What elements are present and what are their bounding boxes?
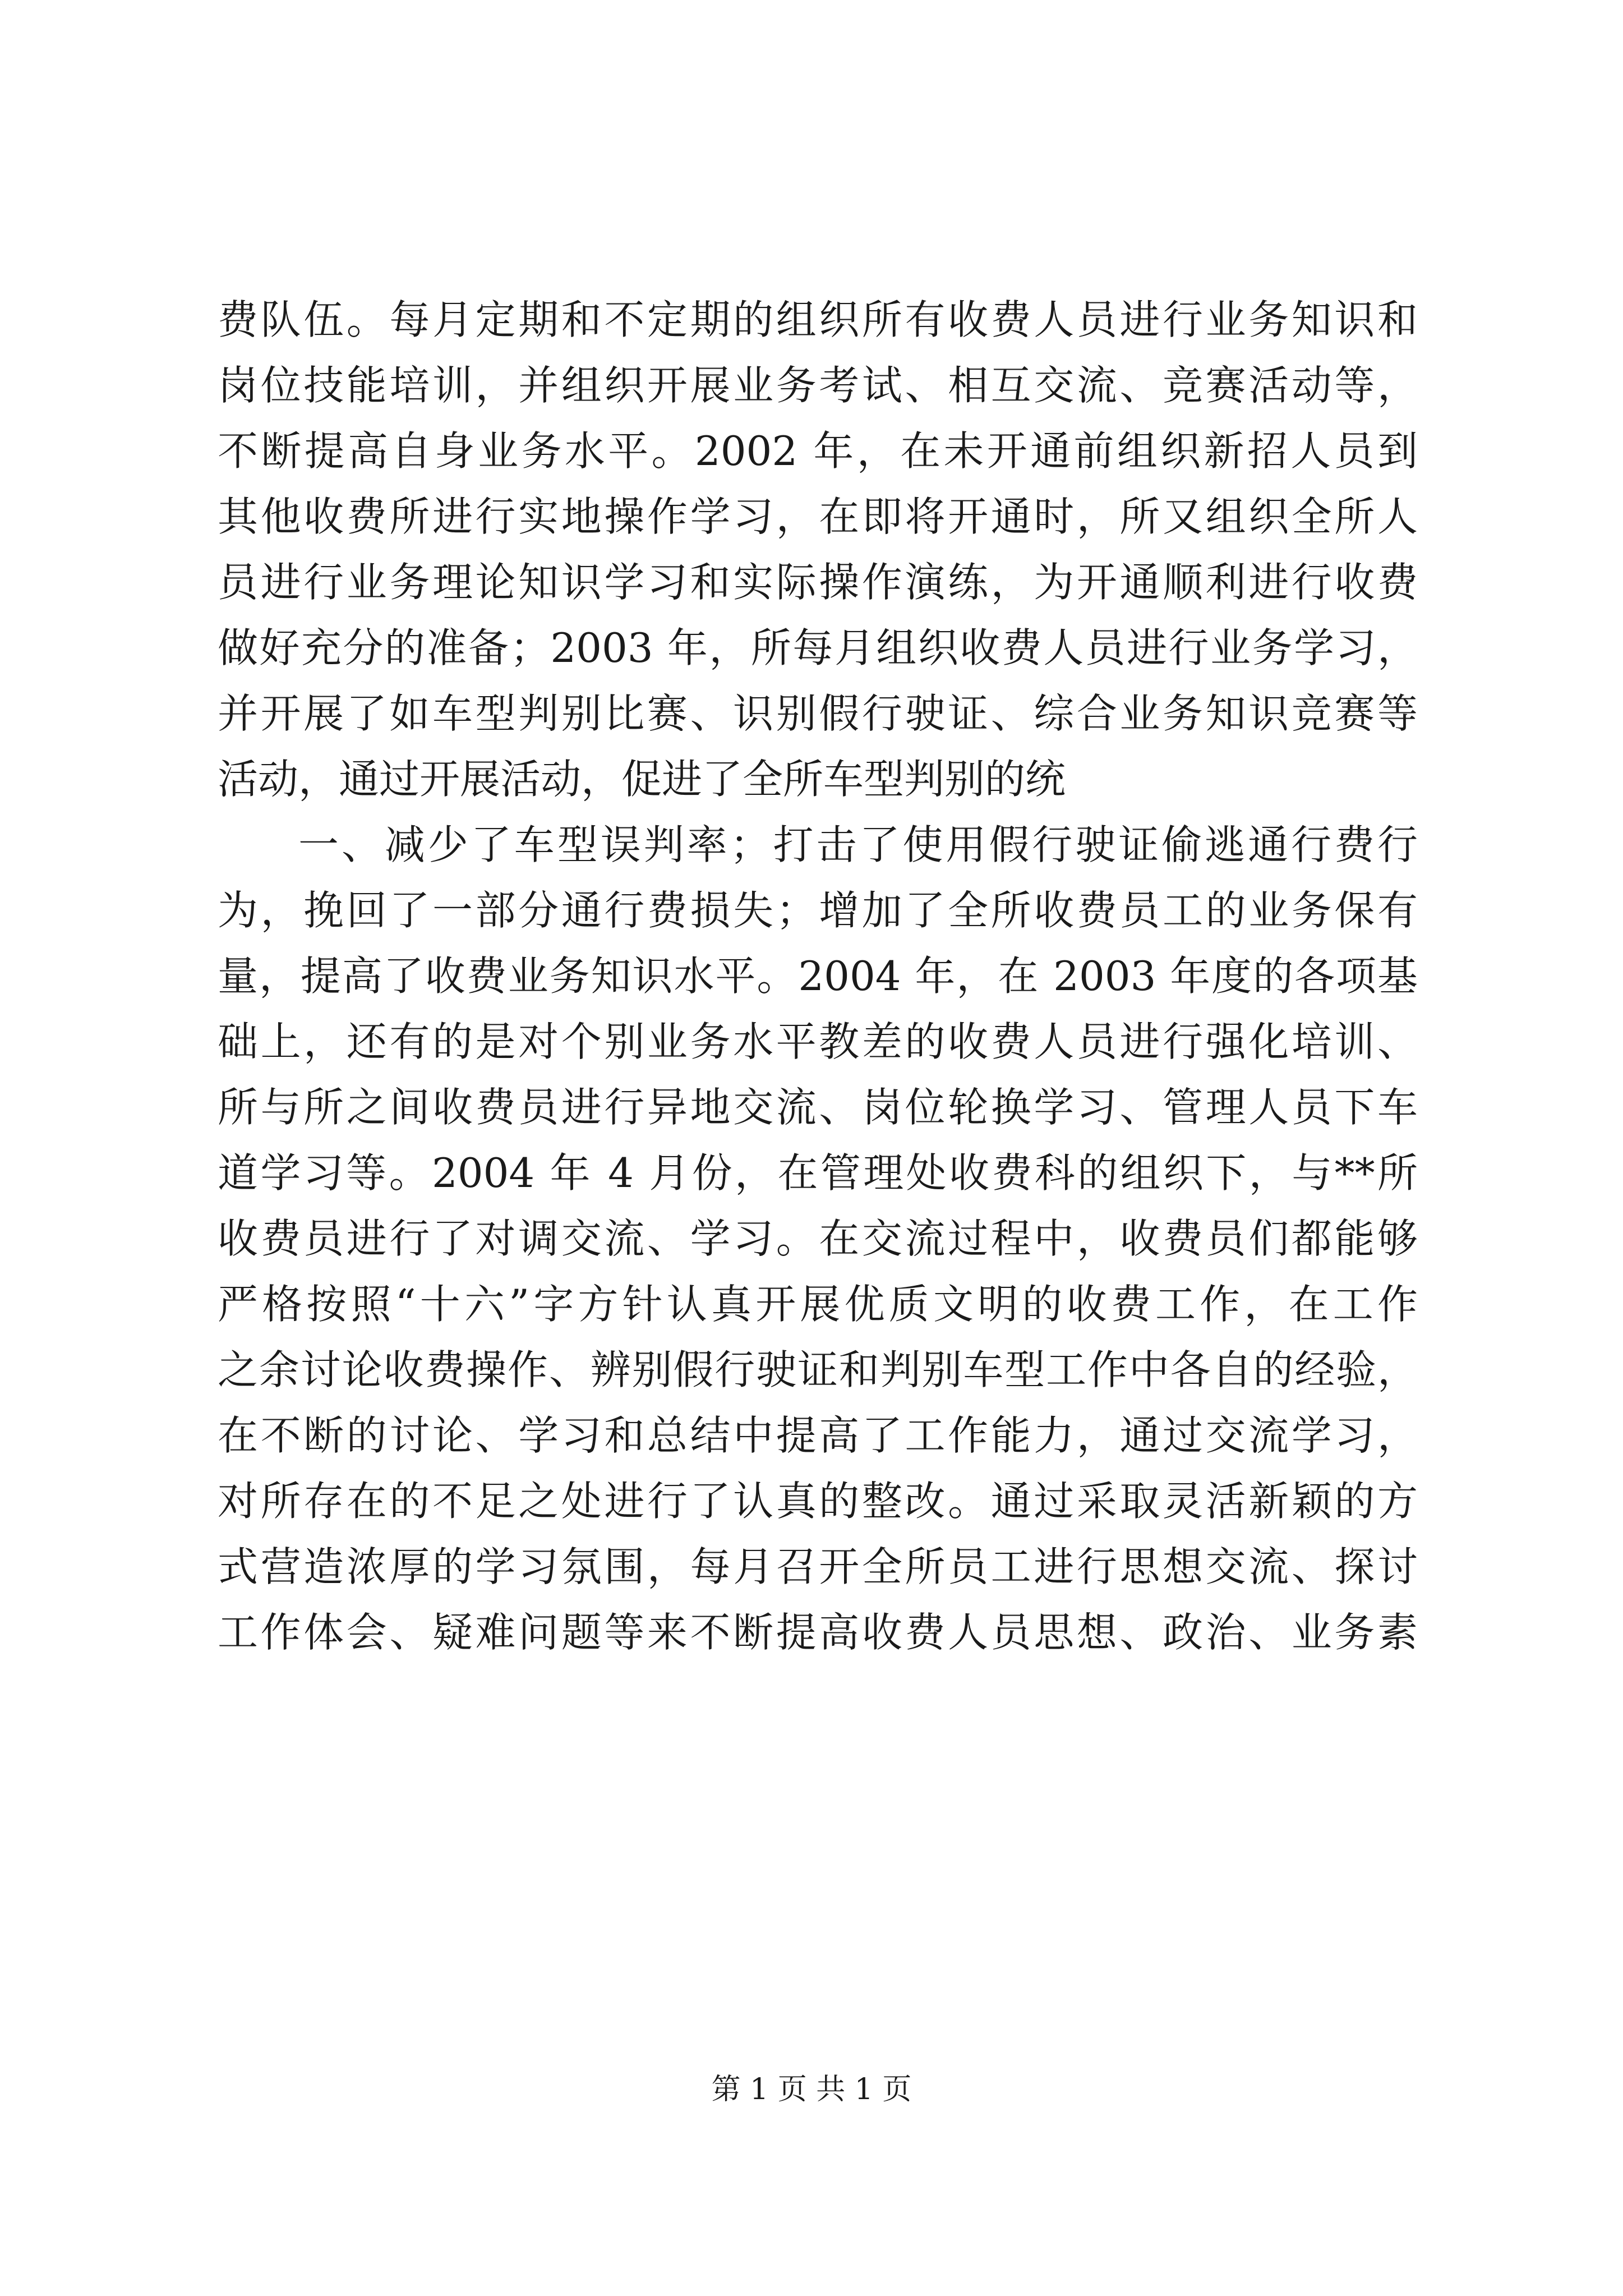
text-line: 做好充分的准备；2003 年，所每月组织收费人员进行业务学习， (218, 624, 1418, 671)
text-line: 在不断的讨论、学习和总结中提高了工作能力，通过交流学习， (218, 1412, 1418, 1459)
text-line: 一、减少了车型误判率；打击了使用假行驶证偷逃通行费行 (298, 821, 1418, 868)
document-body (218, 287, 1418, 1665)
page-footer (0, 2070, 1623, 2109)
text-line: 所与所之间收费员进行异地交流、岗位轮换学习、管理人员下车 (218, 1084, 1418, 1131)
text-line: 式营造浓厚的学习氛围，每月召开全所员工进行思想交流、探讨 (218, 1543, 1418, 1590)
text-line: 础上，还有的是对个别业务水平教差的收费人员进行强化培训、 (218, 1018, 1418, 1065)
text-line: 并开展了如车型判别比赛、识别假行驶证、综合业务知识竞赛等 (218, 690, 1418, 737)
text-line: 之余讨论收费操作、辨别假行驶证和判别车型工作中各自的经验， (218, 1346, 1418, 1393)
text-line: 收费员进行了对调交流、学习。在交流过程中，收费员们都能够 (218, 1215, 1418, 1262)
text-line: 对所存在的不足之处进行了认真的整改。通过采取灵活新颖的方 (218, 1478, 1418, 1525)
text-line: 量，提高了收费业务知识水平。2004 年，在 2003 年度的各项基 (218, 953, 1418, 1000)
page-number-label: 第 1 页 共 1 页 (711, 2073, 912, 2106)
text-line: 严格按照“十六”字方针认真开展优质文明的收费工作，在工作 (218, 1281, 1418, 1328)
text-line: 不断提高自身业务水平。2002 年，在未开通前组织新招人员到 (218, 427, 1418, 475)
text-line: 其他收费所进行实地操作学习，在即将开通时，所又组织全所人 (218, 493, 1418, 540)
text-line: 岗位技能培训，并组织开展业务考试、相互交流、竞赛活动等， (218, 362, 1418, 409)
text-line: 员进行业务理论知识学习和实际操作演练，为开通顺利进行收费 (218, 559, 1418, 606)
text-line: 工作体会、疑难问题等来不断提高收费人员思想、政治、业务素 (218, 1609, 1418, 1656)
text-line: 费队伍。每月定期和不定期的组织所有收费人员进行业务知识和 (218, 296, 1418, 343)
text-line: 活动，通过开展活动，促进了全所车型判别的统 (218, 756, 1066, 803)
text-line: 为，挽回了一部分通行费损失；增加了全所收费员工的业务保有 (218, 887, 1418, 934)
text-line: 道学习等。2004 年 4 月份，在管理处收费科的组织下，与**所 (218, 1149, 1418, 1197)
